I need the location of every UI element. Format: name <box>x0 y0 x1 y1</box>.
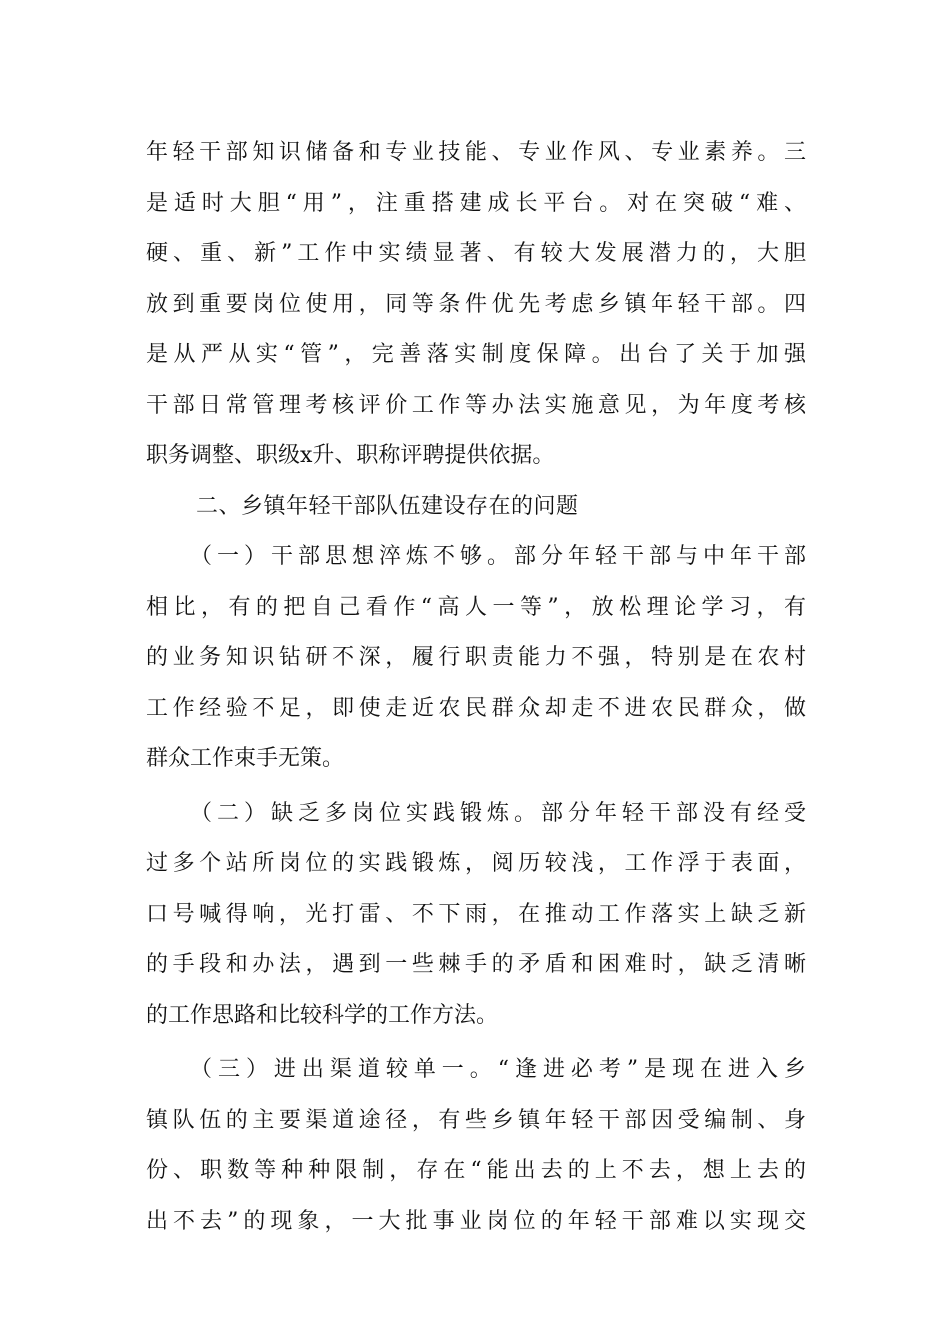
text-line: 相比，有的把自己看作“高人一等”，放松理论学习，有 <box>146 594 806 620</box>
text-line: 的业务知识钻研不深，履行职责能力不强，特别是在农村 <box>146 645 806 670</box>
text-line: 职务调整、职级x升、职称评聘提供依据。 <box>146 443 555 468</box>
text-line: （二）缺乏多岗位实践锻炼。部分年轻干部没有经受 <box>190 800 806 826</box>
text-line: 镇队伍的主要渠道途径，有些乡镇年轻干部因受编制、身 <box>146 1107 806 1133</box>
text-line: 是从严从实“管”，完善落实制度保障。出台了关于加强 <box>146 342 806 367</box>
text-line: 的手段和办法，遇到一些棘手的矛盾和困难时，缺乏清晰 <box>146 952 806 977</box>
text-line: 份、职数等种种限制，存在“能出去的上不去，想上去的 <box>146 1158 806 1183</box>
text-line: 的工作思路和比较科学的工作方法。 <box>146 1002 499 1028</box>
text-line: 年轻干部知识储备和专业技能、专业作风、专业素养。三 <box>146 140 806 165</box>
paragraph-2 <box>146 789 806 1042</box>
text-line: 过多个站所岗位的实践锻炼，阅历较浅，工作浮于表面， <box>146 851 806 876</box>
text-line: 干部日常管理考核评价工作等办法实施意见，为年度考核 <box>146 392 806 418</box>
paragraph-3 <box>146 1045 806 1247</box>
text-line: 放到重要岗位使用，同等条件优先考虑乡镇年轻干部。四 <box>146 291 806 317</box>
section-heading: 二、乡镇年轻干部队伍建设存在的问题 <box>196 493 579 519</box>
text-line: 口号喊得响，光打雷、不下雨，在推动工作落实上缺乏新 <box>146 901 806 927</box>
text-line: 工作经验不足，即使走近农民群众却走不进农民群众，做 <box>146 695 806 721</box>
intro-paragraph <box>146 128 806 482</box>
text-line: 是适时大胆“用”，注重搭建成长平台。对在突破“难、 <box>146 190 806 216</box>
text-line: （一）干部思想淬炼不够。部分年轻干部与中年干部 <box>190 544 806 569</box>
text-line: 硬、重、新”工作中实绩显著、有较大发展潜力的，大胆 <box>146 241 806 266</box>
document-body <box>146 128 806 1247</box>
text-line: 群众工作束手无策。 <box>146 746 345 771</box>
text-line: 出不去”的现象，一大批事业岗位的年轻干部难以实现交 <box>146 1208 806 1234</box>
text-line: （三）进出渠道较单一。“逢进必考”是现在进入乡 <box>190 1057 806 1082</box>
paragraph-1 <box>146 532 806 785</box>
